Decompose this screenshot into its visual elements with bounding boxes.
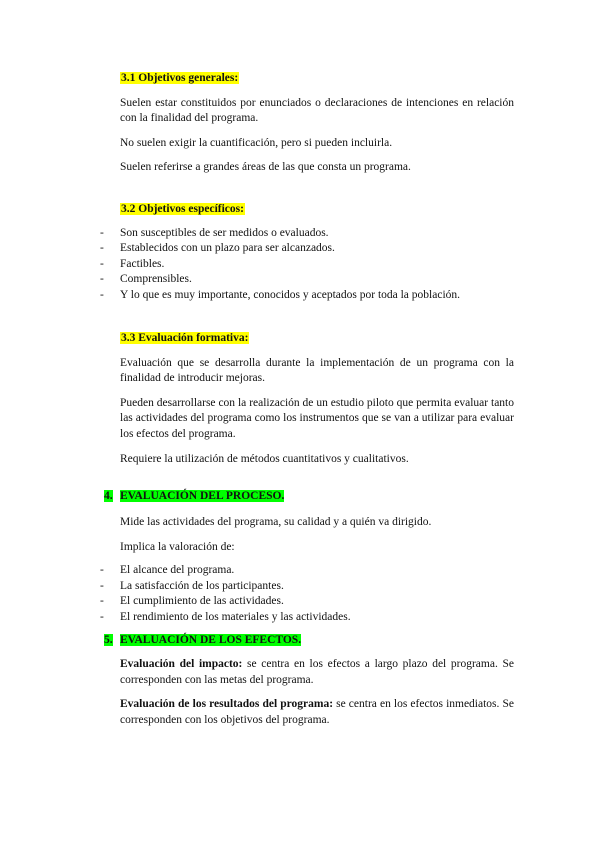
section-3-1-paragraph-3: Suelen referirse a grandes áreas de las que consta un programa.: [120, 161, 411, 174]
section-3-3-heading: 3.3 Evaluación formativa:: [121, 332, 249, 344]
section-3-1-paragraph-2: No suelen exigir la cuantificación, pero si pueden incluirla.: [120, 136, 393, 149]
list-item: - Y lo que es muy importante, conocidos y aceptados por toda la población.: [100, 288, 514, 304]
section-5: [120, 657, 514, 728]
section-3-1-paragraph-1: Suelen estar constituidos por enunciados o declaraciones de intenciones en relación con la finalidad del programa.: [120, 96, 514, 125]
section-3-1-heading: 3.1 Objetivos generales:: [121, 72, 239, 84]
impact-text: se centra en los efectos a largo plazo del programa. Se corresponden con las metas del programa.: [120, 658, 514, 686]
list-item: - La satisfacción de los participantes.: [100, 579, 514, 595]
list-item: - Establecidos con un plazo para ser alcanzados.: [100, 241, 514, 257]
results-label: Evaluación de los resultados del programa:: [120, 698, 334, 711]
section-4-number: 4.: [104, 490, 113, 502]
list-item: - El alcance del programa.: [100, 563, 514, 579]
section-4-title: EVALUACIÓN DEL PROCESO.: [120, 490, 285, 502]
section-3-3: [120, 331, 514, 467]
section-4: [120, 515, 514, 626]
impact-paragraph: [120, 657, 514, 688]
section-4-paragraph-2: Implica la valoración de:: [120, 540, 235, 553]
results-text: se centra en los efectos inmediatos. Se corresponden con los objetivos del programa.: [120, 698, 514, 726]
list-item: - Son susceptibles de ser medidos o evaluados.: [100, 226, 514, 242]
list-item: - El rendimiento de los materiales y las actividades.: [100, 610, 514, 626]
section-4-paragraph-1: Mide las actividades del programa, su calidad y a quién va dirigido.: [120, 516, 432, 528]
section-5-number: 5.: [104, 634, 113, 646]
section-3-3-paragraph-3: Requiere la utilización de métodos cuantitativos y cualitativos.: [120, 452, 409, 465]
impact-label: Evaluación del impacto:: [120, 658, 243, 670]
section-3-2-list: [100, 226, 514, 304]
section-3-3-paragraph-2: Pueden desarrollarse con la realización de un estudio piloto que permita evaluar tanto las actividades del programa como los instrumentos que se van a utilizar para evaluar los efectos del programa.: [120, 396, 514, 440]
section-5-title: EVALUACIÓN DE LOS EFECTOS.: [120, 634, 302, 646]
list-item: - Factibles.: [100, 257, 514, 273]
section-3-2-heading: 3.2 Objetivos específicos:: [121, 203, 244, 215]
list-item: - El cumplimiento de las actividades.: [100, 594, 514, 610]
section-3-1: [120, 71, 514, 176]
results-paragraph: [120, 697, 514, 728]
section-3-3-paragraph-1: Evaluación que se desarrolla durante la implementación de un programa con la finalidad de introducir mejoras.: [120, 356, 514, 385]
section-4-list: [100, 563, 514, 625]
section-3-2: [120, 202, 514, 304]
list-item: - Comprensibles.: [100, 272, 514, 288]
